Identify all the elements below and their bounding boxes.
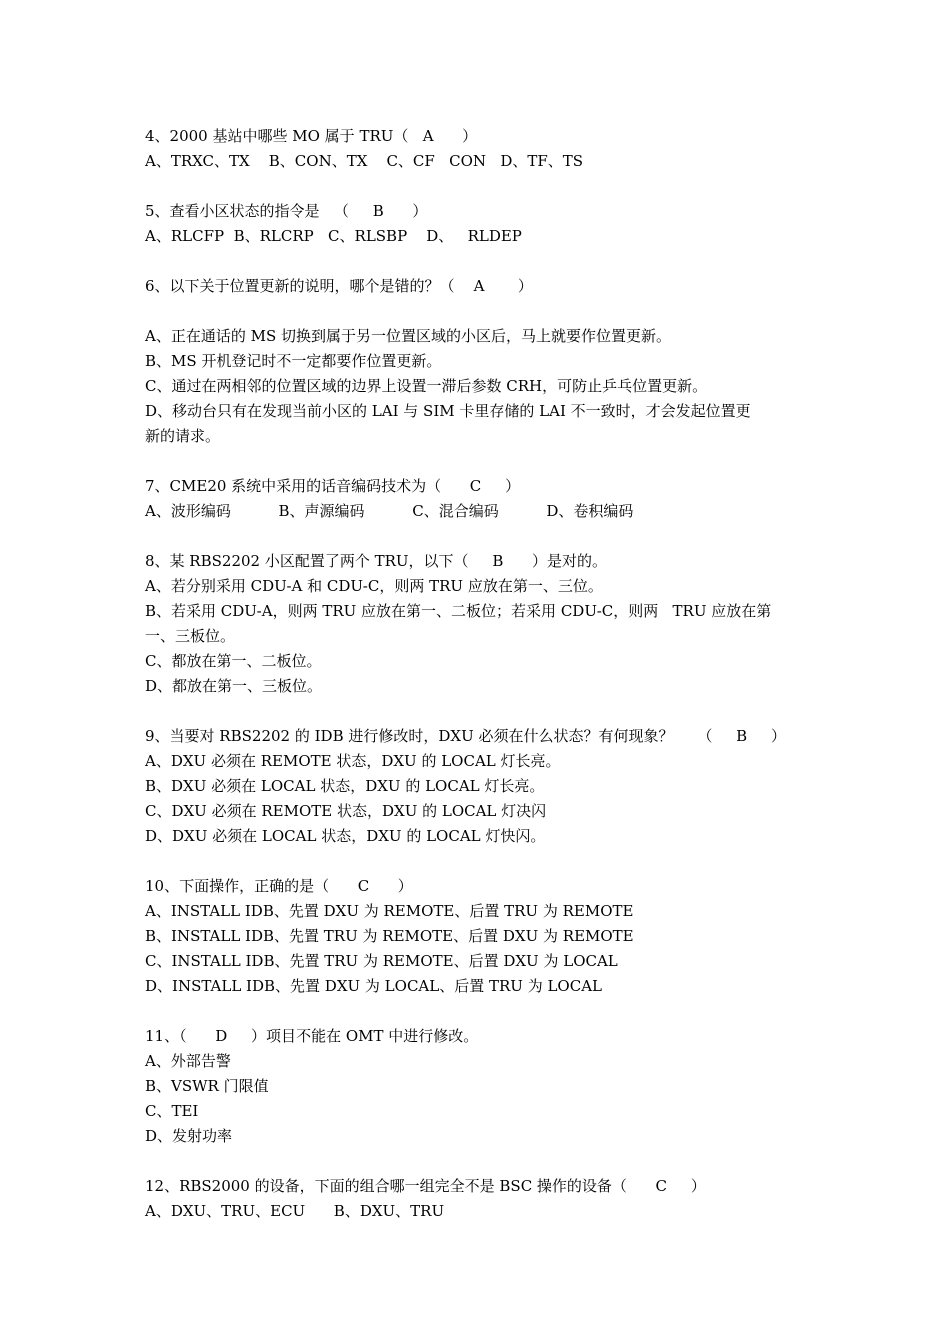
answer-option: A、正在通话的 MS 切换到属于另一位置区域的小区后，马上就要作位置更新。: [145, 327, 672, 345]
answer-option: D、发射功率: [145, 1127, 233, 1145]
answer-option: A、若分别采用 CDU-A 和 CDU-C，则两 TRU 应放在第一、三位。: [145, 577, 603, 595]
question-block: [145, 1174, 813, 1224]
answer-option: 一、三板位。: [145, 627, 236, 645]
question-block: [145, 274, 813, 449]
blank-line: [145, 299, 813, 324]
question-block: [145, 874, 813, 999]
answer-option: A、外部告警: [145, 1052, 231, 1070]
question-block: [145, 124, 813, 174]
answer-option: C、通过在两相邻的位置区域的边界上设置一滞后参数 CRH，可防止乒乓位置更新。: [145, 377, 708, 395]
answer-option: C、都放在第一、二板位。: [145, 652, 322, 670]
answer-option: B、DXU 必须在 LOCAL 状态，DXU 的 LOCAL 灯长亮。: [145, 777, 545, 795]
question-stem: 4、2000 基站中哪些 MO 属于 TRU（ A ）: [145, 127, 478, 145]
question-block: [145, 724, 813, 849]
question-stem: 5、查看小区状态的指令是 （ B ）: [145, 202, 428, 220]
answer-option: B、若采用 CDU-A，则两 TRU 应放在第一、二板位；若采用 CDU-C，则两 TRU 应放在第: [145, 602, 772, 620]
question-list: [145, 124, 813, 1249]
answer-option: B、INSTALL IDB、先置 TRU 为 REMOTE、后置 DXU 为 REMOTE: [145, 927, 634, 945]
question-stem: 12、RBS2000 的设备，下面的组合哪一组完全不是 BSC 操作的设备（ C ）: [145, 1177, 706, 1195]
question-block: [145, 549, 813, 699]
question-stem: 11、（ D ）项目不能在 OMT 中进行修改。: [145, 1027, 479, 1045]
answer-option: D、DXU 必须在 LOCAL 状态，DXU 的 LOCAL 灯快闪。: [145, 827, 546, 845]
question-stem: 7、CME20 系统中采用的话音编码技术为（ C ）: [145, 477, 521, 495]
answer-option: A、TRXC、TX B、CON、TX C、CF CON D、TF、TS: [145, 152, 584, 170]
question-block: [145, 1024, 813, 1149]
answer-option: C、TEI: [145, 1102, 199, 1120]
answer-option: D、都放在第一、三板位。: [145, 677, 323, 695]
question-stem: 10、下面操作，正确的是（ C ）: [145, 877, 413, 895]
answer-option: B、VSWR 门限值: [145, 1077, 269, 1095]
question-stem: 9、当要对 RBS2202 的 IDB 进行修改时，DXU 必须在什么状态？有何现象？ （ B ）: [145, 727, 787, 745]
answer-option: A、RLCFP B、RLCRP C、RLSBP D、 RLDEP: [145, 227, 522, 245]
answer-option: A、DXU、TRU、ECU B、DXU、TRU: [145, 1202, 445, 1220]
question-stem: 8、某 RBS2202 小区配置了两个 TRU，以下（ B ）是对的。: [145, 552, 608, 570]
answer-option: C、DXU 必须在 REMOTE 状态，DXU 的 LOCAL 灯决闪: [145, 802, 547, 820]
answer-option: A、DXU 必须在 REMOTE 状态，DXU 的 LOCAL 灯长亮。: [145, 752, 561, 770]
answer-option: 新的请求。: [145, 427, 221, 445]
answer-option: D、INSTALL IDB、先置 DXU 为 LOCAL、后置 TRU 为 LOCAL: [145, 977, 602, 995]
answer-option: B、MS 开机登记时不一定都要作位置更新。: [145, 352, 442, 370]
answer-option: A、INSTALL IDB、先置 DXU 为 REMOTE、后置 TRU 为 REMOTE: [145, 902, 634, 920]
question-stem: 6、以下关于位置更新的说明，哪个是错的？（ A ）: [145, 277, 533, 295]
question-block: [145, 199, 813, 249]
answer-option: D、移动台只有在发现当前小区的 LAI 与 SIM 卡里存储的 LAI 不一致时，才会发起位置更: [145, 402, 751, 420]
answer-option: A、波形编码 B、声源编码 C、混合编码 D、卷积编码: [145, 502, 634, 520]
answer-option: C、INSTALL IDB、先置 TRU 为 REMOTE、后置 DXU 为 LOCAL: [145, 952, 618, 970]
question-block: [145, 474, 813, 524]
